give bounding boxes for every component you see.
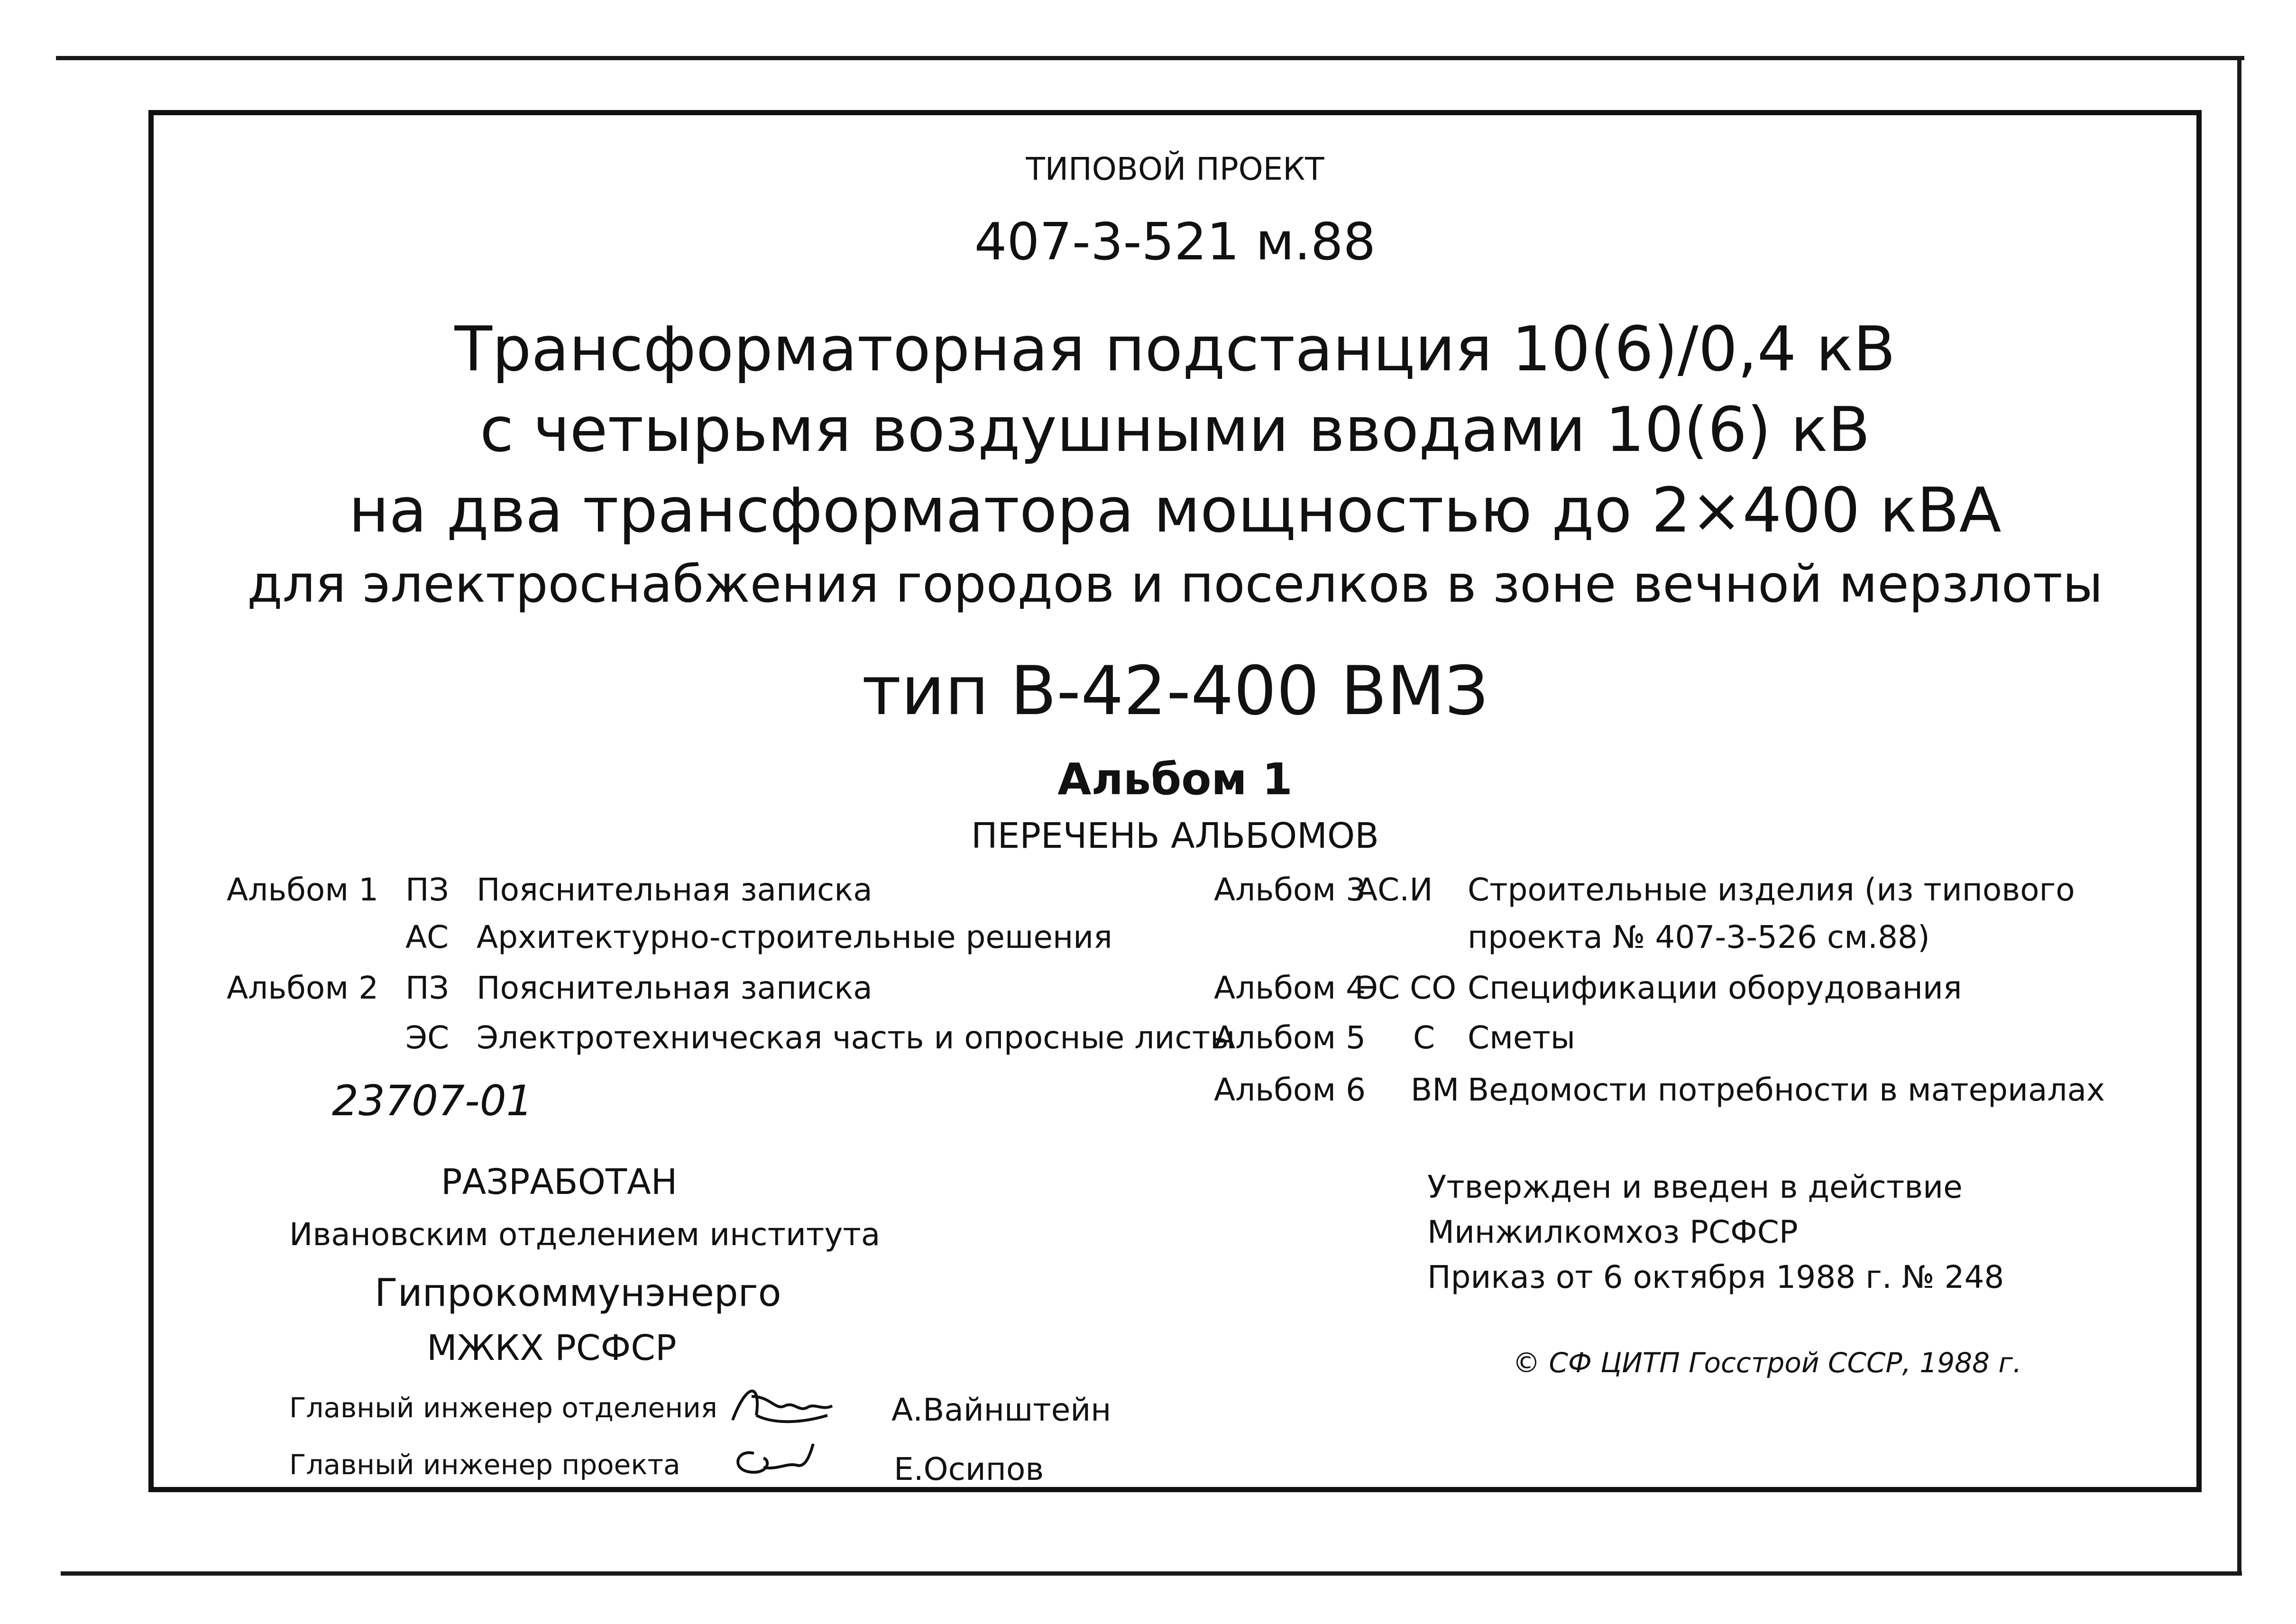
signature-name-1: А.Вайнштейн xyxy=(891,1392,1111,1428)
developer-org: Гипрокоммунэнерго xyxy=(375,1271,781,1315)
title-line-2: с четырьмя воздушными вводами 10(6) кВ xyxy=(479,394,1871,466)
right-album-label-3: Альбом 4 xyxy=(1214,970,1366,1006)
bottom-rule xyxy=(61,1571,2242,1576)
albums-list-heading: ПЕРЕЧЕНЬ АЛЬБОМОВ xyxy=(971,816,1379,856)
approval-line-3: Приказ от 6 октября 1988 г. № 248 xyxy=(1427,1259,2004,1295)
type-line: тип В-42-400 ВМЗ xyxy=(862,652,1488,730)
signature-role-2: Главный инженер проекта xyxy=(289,1449,680,1481)
developer-heading: РАЗРАБОТАН xyxy=(441,1162,678,1202)
right-album-text-4: Сметы xyxy=(1468,1019,1576,1056)
right-album-code-1: АС.И xyxy=(1356,872,1433,908)
album-heading: Альбом 1 xyxy=(1057,754,1293,805)
right-album-code-4: С xyxy=(1413,1019,1435,1056)
left-album-code-4: ЭС xyxy=(405,1019,450,1056)
title-line-3: на два трансформатора мощностью до 2×400 кВА xyxy=(349,474,2002,546)
right-album-label-1: Альбом 3 xyxy=(1214,872,1366,908)
right-album-label-4: Альбом 5 xyxy=(1214,1019,1366,1056)
developer-line-1: Ивановским отделением института xyxy=(289,1216,881,1253)
title-line-4: для электроснабжения городов и поселков в зоне вечной мерзлоты xyxy=(247,555,2103,614)
right-album-label-5: Альбом 6 xyxy=(1214,1072,1366,1108)
signature-mark-1 xyxy=(728,1377,837,1434)
right-album-text-2: проекта № 407-3-526 см.88) xyxy=(1468,919,1930,955)
left-album-label-1: Альбом 1 xyxy=(227,872,379,908)
right-album-code-5: ВМ xyxy=(1411,1072,1460,1108)
developer-ministry: МЖКХ РСФСР xyxy=(427,1328,677,1368)
right-album-text-1: Строительные изделия (из типового xyxy=(1468,872,2075,908)
title-line-1: Трансформаторная подстанция 10(6)/0,4 кВ xyxy=(454,313,1896,385)
registration-number: 23707-01 xyxy=(332,1076,533,1125)
signature-mark-2 xyxy=(726,1434,835,1486)
right-album-text-5: Ведомости потребности в материалах xyxy=(1468,1072,2105,1108)
left-album-code-2: АС xyxy=(405,919,449,955)
approval-line-1: Утвержден и введен в действие xyxy=(1427,1169,1963,1205)
right-rule xyxy=(2237,56,2241,1576)
typical-project-label: ТИПОВОЙ ПРОЕКТ xyxy=(1026,151,1324,187)
signature-role-1: Главный инженер отделения xyxy=(289,1392,717,1424)
left-album-text-4: Электротехническая часть и опросные листы xyxy=(477,1019,1235,1056)
right-album-code-3: ЭС СО xyxy=(1356,970,1457,1006)
signature-name-2: Е.Осипов xyxy=(894,1451,1044,1487)
copyright-notice: © СФ ЦИТП Госстрой СССР, 1988 г. xyxy=(1513,1347,2022,1379)
approval-line-2: Минжилкомхоз РСФСР xyxy=(1427,1214,1798,1250)
left-album-text-1: Пояснительная записка xyxy=(477,872,872,908)
left-album-label-3: Альбом 2 xyxy=(227,970,379,1006)
top-rule xyxy=(56,56,2244,60)
project-number: 407-3-521 м.88 xyxy=(974,212,1376,272)
right-album-text-3: Спецификации оборудования xyxy=(1468,970,1962,1006)
left-album-text-3: Пояснительная записка xyxy=(477,970,872,1006)
left-album-text-2: Архитектурно-строительные решения xyxy=(477,919,1112,955)
left-album-code-3: ПЗ xyxy=(405,970,449,1006)
left-album-code-1: ПЗ xyxy=(405,872,449,908)
